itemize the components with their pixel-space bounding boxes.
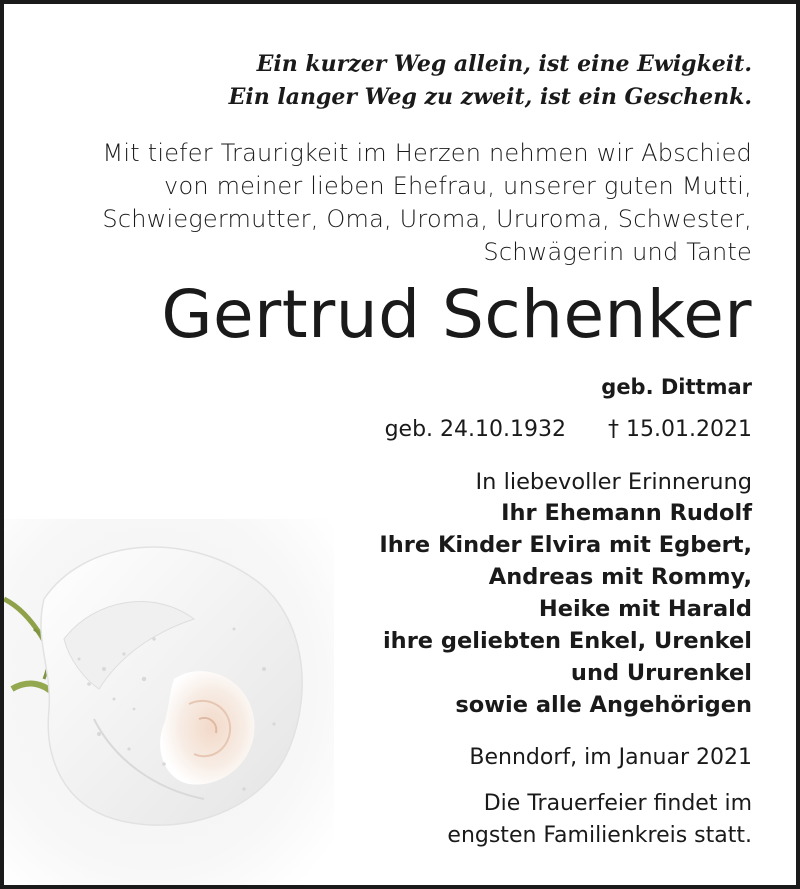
intro-line: Mit tiefer Traurigkeit im Herzen nehmen wir Abschied: [102, 139, 752, 167]
death-date: † 15.01.2021: [608, 417, 752, 442]
intro-line: Schwiegermutter, Oma, Uroma, Ururoma, Schwester,: [102, 205, 752, 233]
verse-line: Ein kurzer Weg allein, ist eine Ewigkeit.: [256, 51, 752, 77]
mourner-line: ihre geliebten Enkel, Urenkel: [382, 628, 752, 654]
place-date: Benndorf, im Januar 2021: [469, 745, 752, 770]
intro-line: von meiner lieben Ehefrau, unserer guten Mutti,: [164, 172, 752, 200]
verse-line: Ein langer Weg zu zweit, ist ein Geschenk.: [228, 84, 752, 110]
intro-line: Schwägerin und Tante: [483, 238, 752, 266]
mourner-line: Ihre Kinder Elvira mit Egbert,: [379, 532, 752, 558]
funeral-note-line: engsten Familienkreis statt.: [447, 823, 752, 848]
deceased-name: Gertrud Schenker: [161, 276, 752, 353]
mourner-line: sowie alle Angehörigen: [455, 692, 752, 718]
white-rose-image: [4, 519, 334, 889]
mourner-line: Andreas mit Rommy,: [488, 564, 752, 590]
maiden-name: geb. Dittmar: [601, 375, 752, 399]
mourner-line: Ihr Ehemann Rudolf: [501, 500, 752, 526]
mourner-line: Heike mit Harald: [538, 596, 752, 622]
mourner-line: und Ururenkel: [570, 660, 752, 686]
mourners-intro: In liebevoller Erinnerung: [475, 469, 752, 495]
birth-date: geb. 24.10.1932: [384, 417, 566, 442]
funeral-note-line: Die Trauerfeier findet im: [483, 791, 752, 816]
